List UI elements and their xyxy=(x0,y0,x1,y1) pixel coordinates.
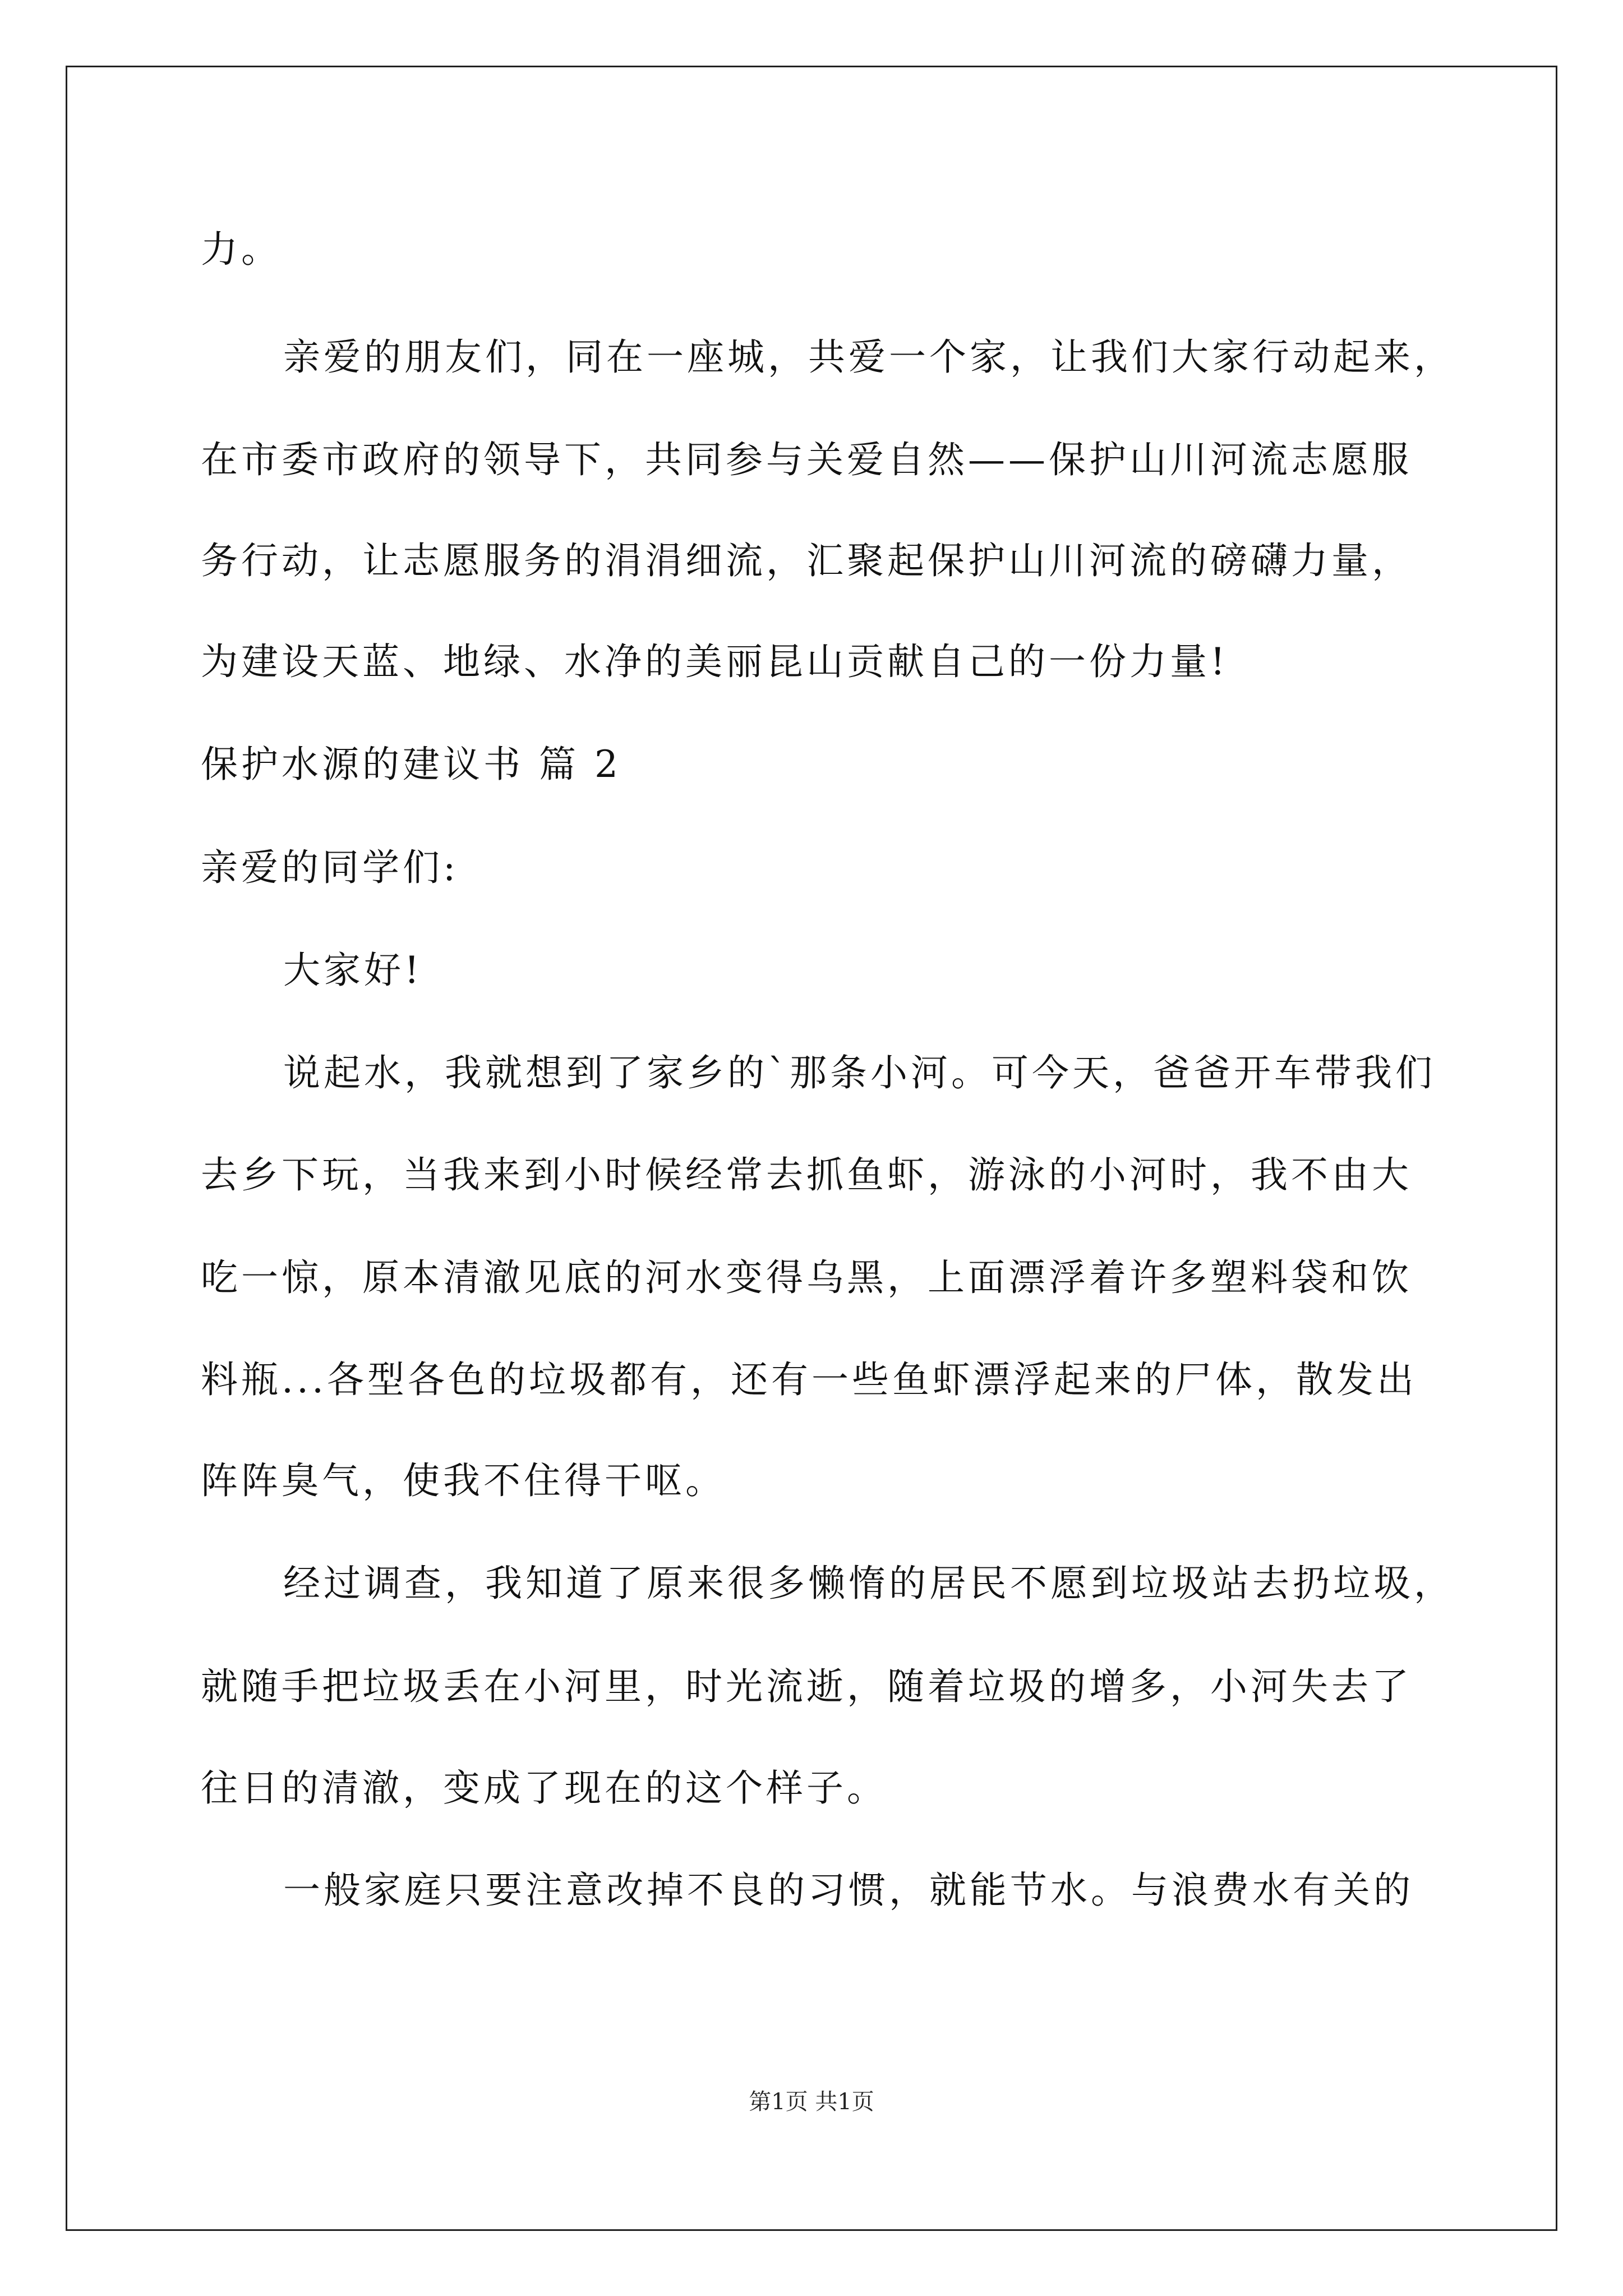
paragraph-line: 去乡下玩，当我来到小时候经常去抓鱼虾，游泳的小河时，我不由大 xyxy=(201,1153,1412,1197)
paragraph-line: 力。 xyxy=(201,228,282,271)
paragraph-line: 吃一惊，原本清澈见底的河水变得乌黑，上面漂浮着许多塑料袋和饮 xyxy=(201,1256,1412,1299)
paragraph-line: 一般家庭只要注意改掉不良的习惯，就能节水。与浪费水有关的 xyxy=(283,1869,1414,1912)
paragraph-line: 说起水，我就想到了家乡的`那条小河。可今天，爸爸开车带我们 xyxy=(283,1051,1436,1094)
page-footer: 第1页 共1页 xyxy=(749,2089,874,2115)
paragraph-line: 在市委市政府的领导下，共同参与关爱自然——保护山川河流志愿服 xyxy=(201,438,1412,481)
paragraph-line: 务行动，让志愿服务的涓涓细流，汇聚起保护山川河流的磅礴力量， xyxy=(201,539,1412,582)
paragraph-line: 料瓶...各型各色的垃圾都有，还有一些鱼虾漂浮起来的尸体，散发出 xyxy=(201,1358,1417,1401)
salutation: 亲爱的同学们: xyxy=(201,846,459,889)
paragraph-line: 往日的清澈，变成了现在的这个样子。 xyxy=(201,1766,887,1810)
paragraph-line: 就随手把垃圾丢在小河里，时光流逝，随着垃圾的增多，小河失去了 xyxy=(201,1665,1412,1708)
paragraph-line: 经过调查，我知道了原来很多懒惰的居民不愿到垃圾站去扔垃圾， xyxy=(283,1562,1454,1605)
section-heading: 保护水源的建议书 篇 2 xyxy=(201,743,621,786)
paragraph-line: 阵阵臭气，使我不住得干呕。 xyxy=(201,1459,726,1502)
paragraph-line: 亲爱的朋友们，同在一座城，共爱一个家，让我们大家行动起来， xyxy=(283,335,1454,379)
greeting: 大家好! xyxy=(283,949,423,992)
paragraph-line: 为建设天蓝、地绿、水净的美丽昆山贡献自己的一份力量! xyxy=(201,640,1229,683)
